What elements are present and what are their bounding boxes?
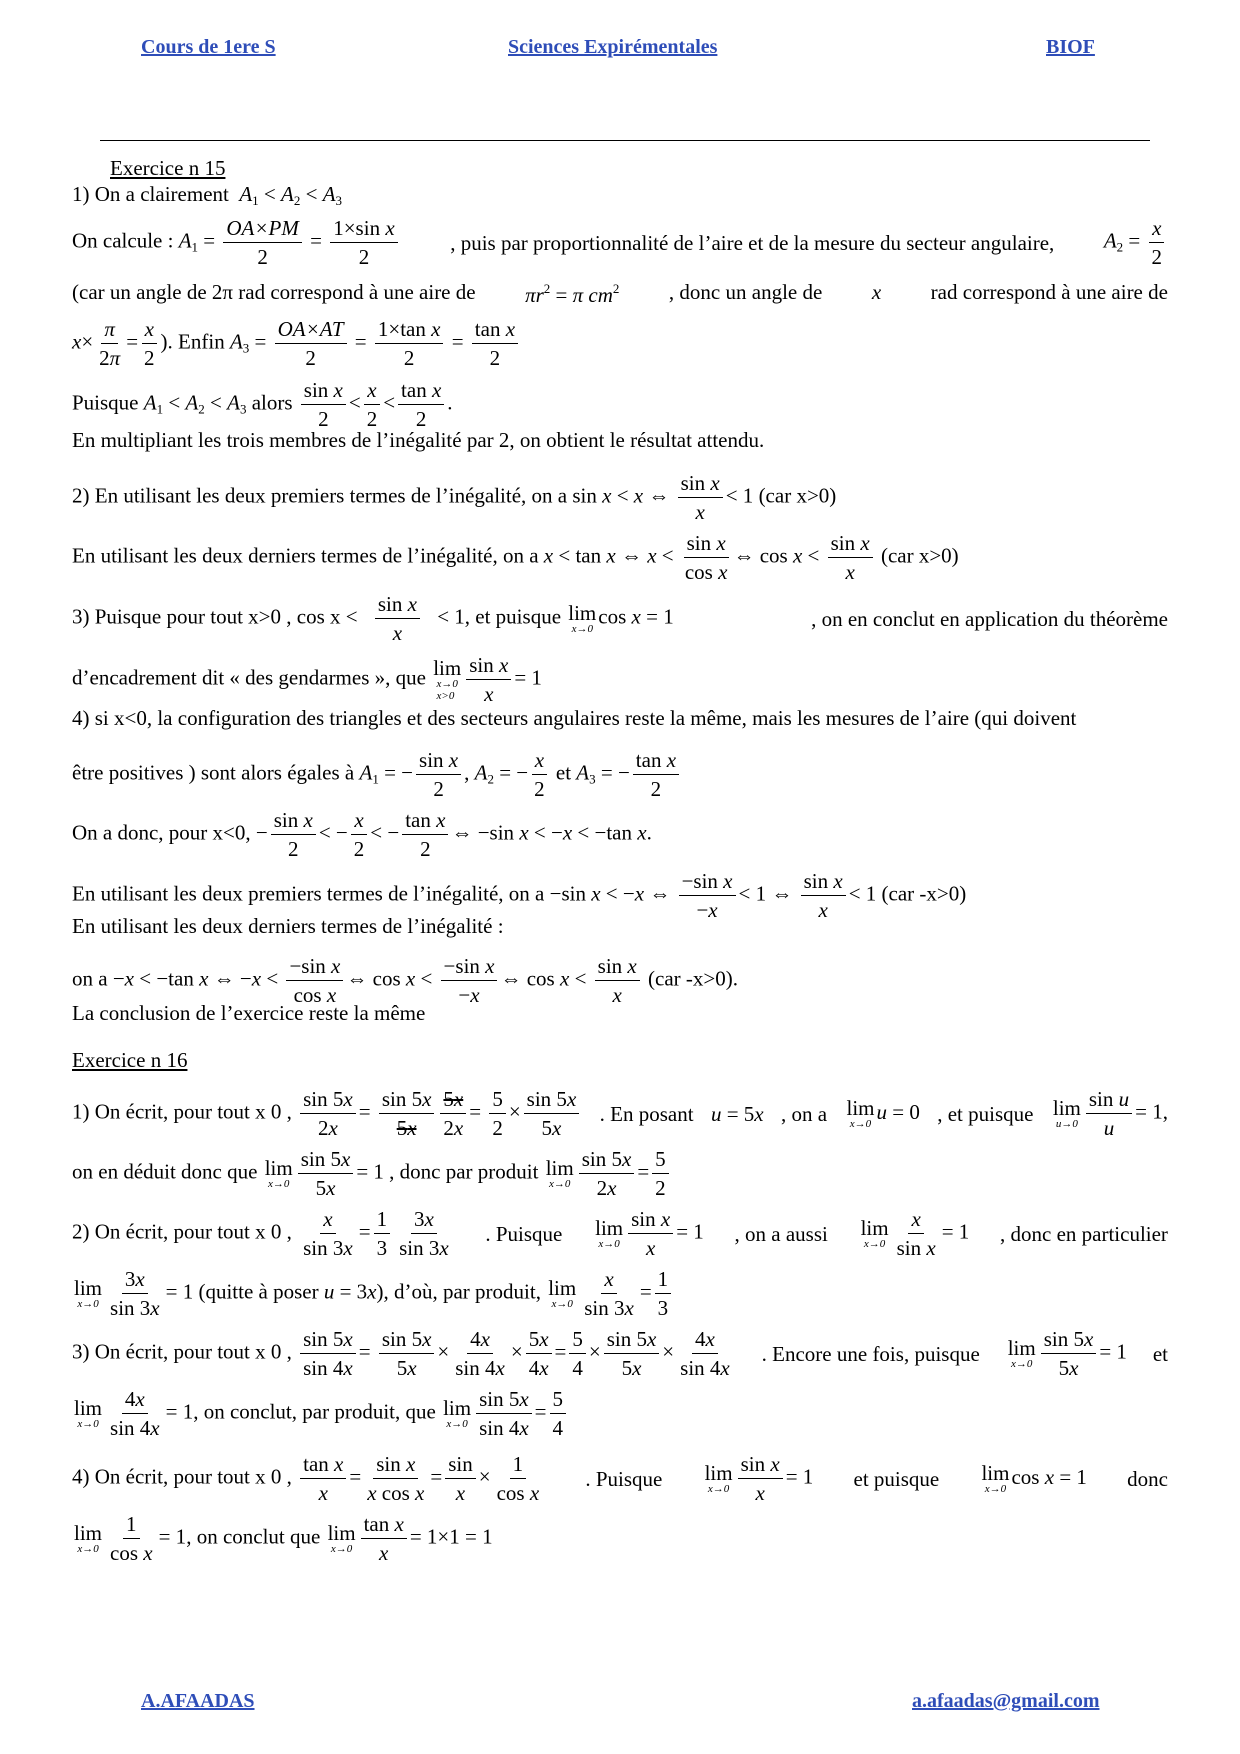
ex15-line-4: x× $\frac{\pi}{2\pi}$ = $\frac{x}{2}$ ). Enfin $A_3$ = $\frac{OA\times AT}{2}$ = $\frac{\text{1×tan x}}{2}$ = $\frac{\text{tan x}}{2}$ [72,315,1168,372]
ex15-line-6: En multipliant les trois membres de l’inégalité par 2, on obtient le résultat attendu. [72,428,765,452]
header-course: Cours de 1ere S [141,36,276,58]
ex15-line-13: On a donc, pour x<0, − $\frac{\text{sin x}}{2}$ < − $\frac{x}{2}$ < − $\frac{\text{tan x}}{2}$ ⇔ −sin x < −x < −tan x. [72,808,652,861]
ex15-line-3: (car un angle de 2π rad correspond à une aire de $\pi r^2 = \pi$ $cm^2$ , donc un angle de x rad correspond à une aire de [72,280,1168,307]
ex16-line-4: 4) On écrit, pour tout x 0 , $\frac{\text{tan x}}{x}$ = $\frac{\text{sin x}}{\text{x cos x}}$ = $\frac{\sin}{x}$ × $\frac{1}{\text{cos x}}$ . Puisque lim x→0 $\frac{\text{sin x}}{x}$ = 1 et puisque lim x→0 cos x = 1 donc [72,1452,1168,1505]
ex15-line-9: 3) Puisque pour tout x>0 , cos x < $\frac{\text{sin x}}{x}$ < 1, et puisque lim x→0 cos x = 1 , on en conclut en application du théorème [72,592,1168,645]
header-section: Sciences Expirémentales [508,36,718,58]
ex15-line-8: En utilisant les deux derniers termes de l’inégalité, on a x < tan x ⇔ x < $\frac{\text{sin x}}{\text{cos x}}$ ⇔ cos x < $\frac{\text{sin x}}{x}$ (car x>0) [72,531,959,584]
ex16-title: Exercice n 16 [72,1048,188,1072]
ex15-line-15: En utilisant les deux derniers termes de l’inégalité : [72,914,504,938]
ex15-line-1: 1) On a clairement $A_1 < A_2 < A_3$ [72,182,343,208]
ex15-line-16: on a −x < −tan x ⇔ −x < $\frac{\text{−sin x}}{\text{cos x}}$ ⇔ cos x < $\frac{\text{−sin x}}{-x}$ ⇔ cos x < $\frac{\text{sin x}}{x}$ (car -x>0). [72,954,738,1007]
ex16-line-3b: lim x→0 $\frac{4x}{\sin 4x}$ = 1, on conclut, par produit, que lim x→0 $\frac{\sin 5x}{\sin 4x}$ = $\frac{5}{4}$ [72,1385,1168,1442]
ex15-title: Exercice n 15 [110,156,226,180]
ex16-line-3: 3) On écrit, pour tout x 0 , $\frac{\sin 5x}{\sin 4x}$ = $\frac{\sin 5x}{5x}$ × $\frac{4x}{\sin 4x}$ × $\frac{5x}{4x}$ = $\frac{5}{4}$ × $\frac{\sin 5x}{5x}$ × $\frac{4x}{\sin 4x}$ . Encore une fois, puisque lim x→0 $\frac{\sin 5x}{5x}$ = 1 et [72,1327,1168,1380]
ex15-line-5: Puisque $A_1 < A_2 < A_3$ alors $\frac{\text{sin x}}{2}$ < $\frac{x}{2}$ < $\frac{\text{tan x}}{2}$ . [72,378,453,431]
ex15-line-17: La conclusion de l’exercice reste la même [72,1001,426,1025]
ex15-line-12: être positives ) sont alors égales à $A_1$ = − $\frac{\text{sin x}}{2}$ , $A_2$ = − $\frac{x}{2}$ et $A_3$ = − $\frac{\text{tan x}}{2}$ [72,746,1168,803]
ex16-line-1b: on en déduit donc que lim x→0 $\frac{\sin 5x}{5x}$ = 1 , donc par produit lim x→0 $\frac{\sin 5x}{2x}$ = $\frac{5}{2}$ [72,1145,1168,1202]
ex15-line-7: 2) En utilisant les deux premiers termes de l’inégalité, on a sin x < x ⇔ $\frac{\text{sin x}}{x}$ < 1 (car x>0) [72,471,837,524]
ex16-line-1: 1) On écrit, pour tout x 0 , $\frac{\sin 5x}{2x}$ = $\frac{\sin 5x}{5x}$ $\frac{5x}{2x}$ = $\frac{5}{2}$ × $\frac{\sin 5x}{5x}$ . En posant u = 5x , on a lim x→0 u = 0 , et puisque lim u→0 $\frac{\text{sin u}}{u}$ = 1, [72,1087,1168,1140]
footer-email-link[interactable]: a.afaadas@gmail.com [912,1690,1100,1712]
header-divider [100,140,1150,141]
ex15-line-10: d’encadrement dit « des gendarmes », que lim x→0 x>0 $\frac{\text{sin x}}{x}$ = 1 [72,653,542,706]
ex16-line-2: 2) On écrit, pour tout x 0 , $\frac{x}{\sin 3x}$ = $\frac{1}{3}$ $\frac{3x}{\sin 3x}$ . Puisque lim x→0 $\frac{\text{sin x}}{x}$ = 1 , on a aussi lim x→0 $\frac{x}{\text{sin x}}$ = 1 , donc en particulier [72,1207,1168,1260]
ex16-line-4b: lim x→0 $\frac{1}{\text{cos x}}$ = 1, on conclut que lim x→0 $\frac{\text{tan x}}{x}$ = 1×1 = 1 [74,1512,493,1565]
ex15-line-14: En utilisant les deux premiers termes de l’inégalité, on a −sin x < −x ⇔ $\frac{\text{−sin x}}{-x}$ < 1 ⇔ $\frac{\text{sin x}}{x}$ < 1 (car -x>0) [72,869,967,922]
header-track: BIOF [1046,36,1095,58]
ex15-line-11: 4) si x<0, la configuration des triangles et des secteurs angulaires reste la même, mais les mesures de l’aire (qui doivent [72,706,1077,730]
ex15-line-2: On calcule : $A_1$ = $\frac{OA\times PM}{2}$ = $\frac{\text{1×sin x}}{2}$ , puis par proportionnalité de l’aire et de la mesure du secteur angulaire, $A_2$ = $\frac{x}{2}$ [72,214,1168,271]
ex16-line-2b: lim x→0 $\frac{3x}{\sin 3x}$ = 1 (quitte à poser u = 3x), d’où, par produit, lim x→0 $\frac{x}{\sin 3x}$ = $\frac{1}{3}$ [72,1265,1168,1322]
footer-author: A.AFAADAS [141,1690,255,1712]
